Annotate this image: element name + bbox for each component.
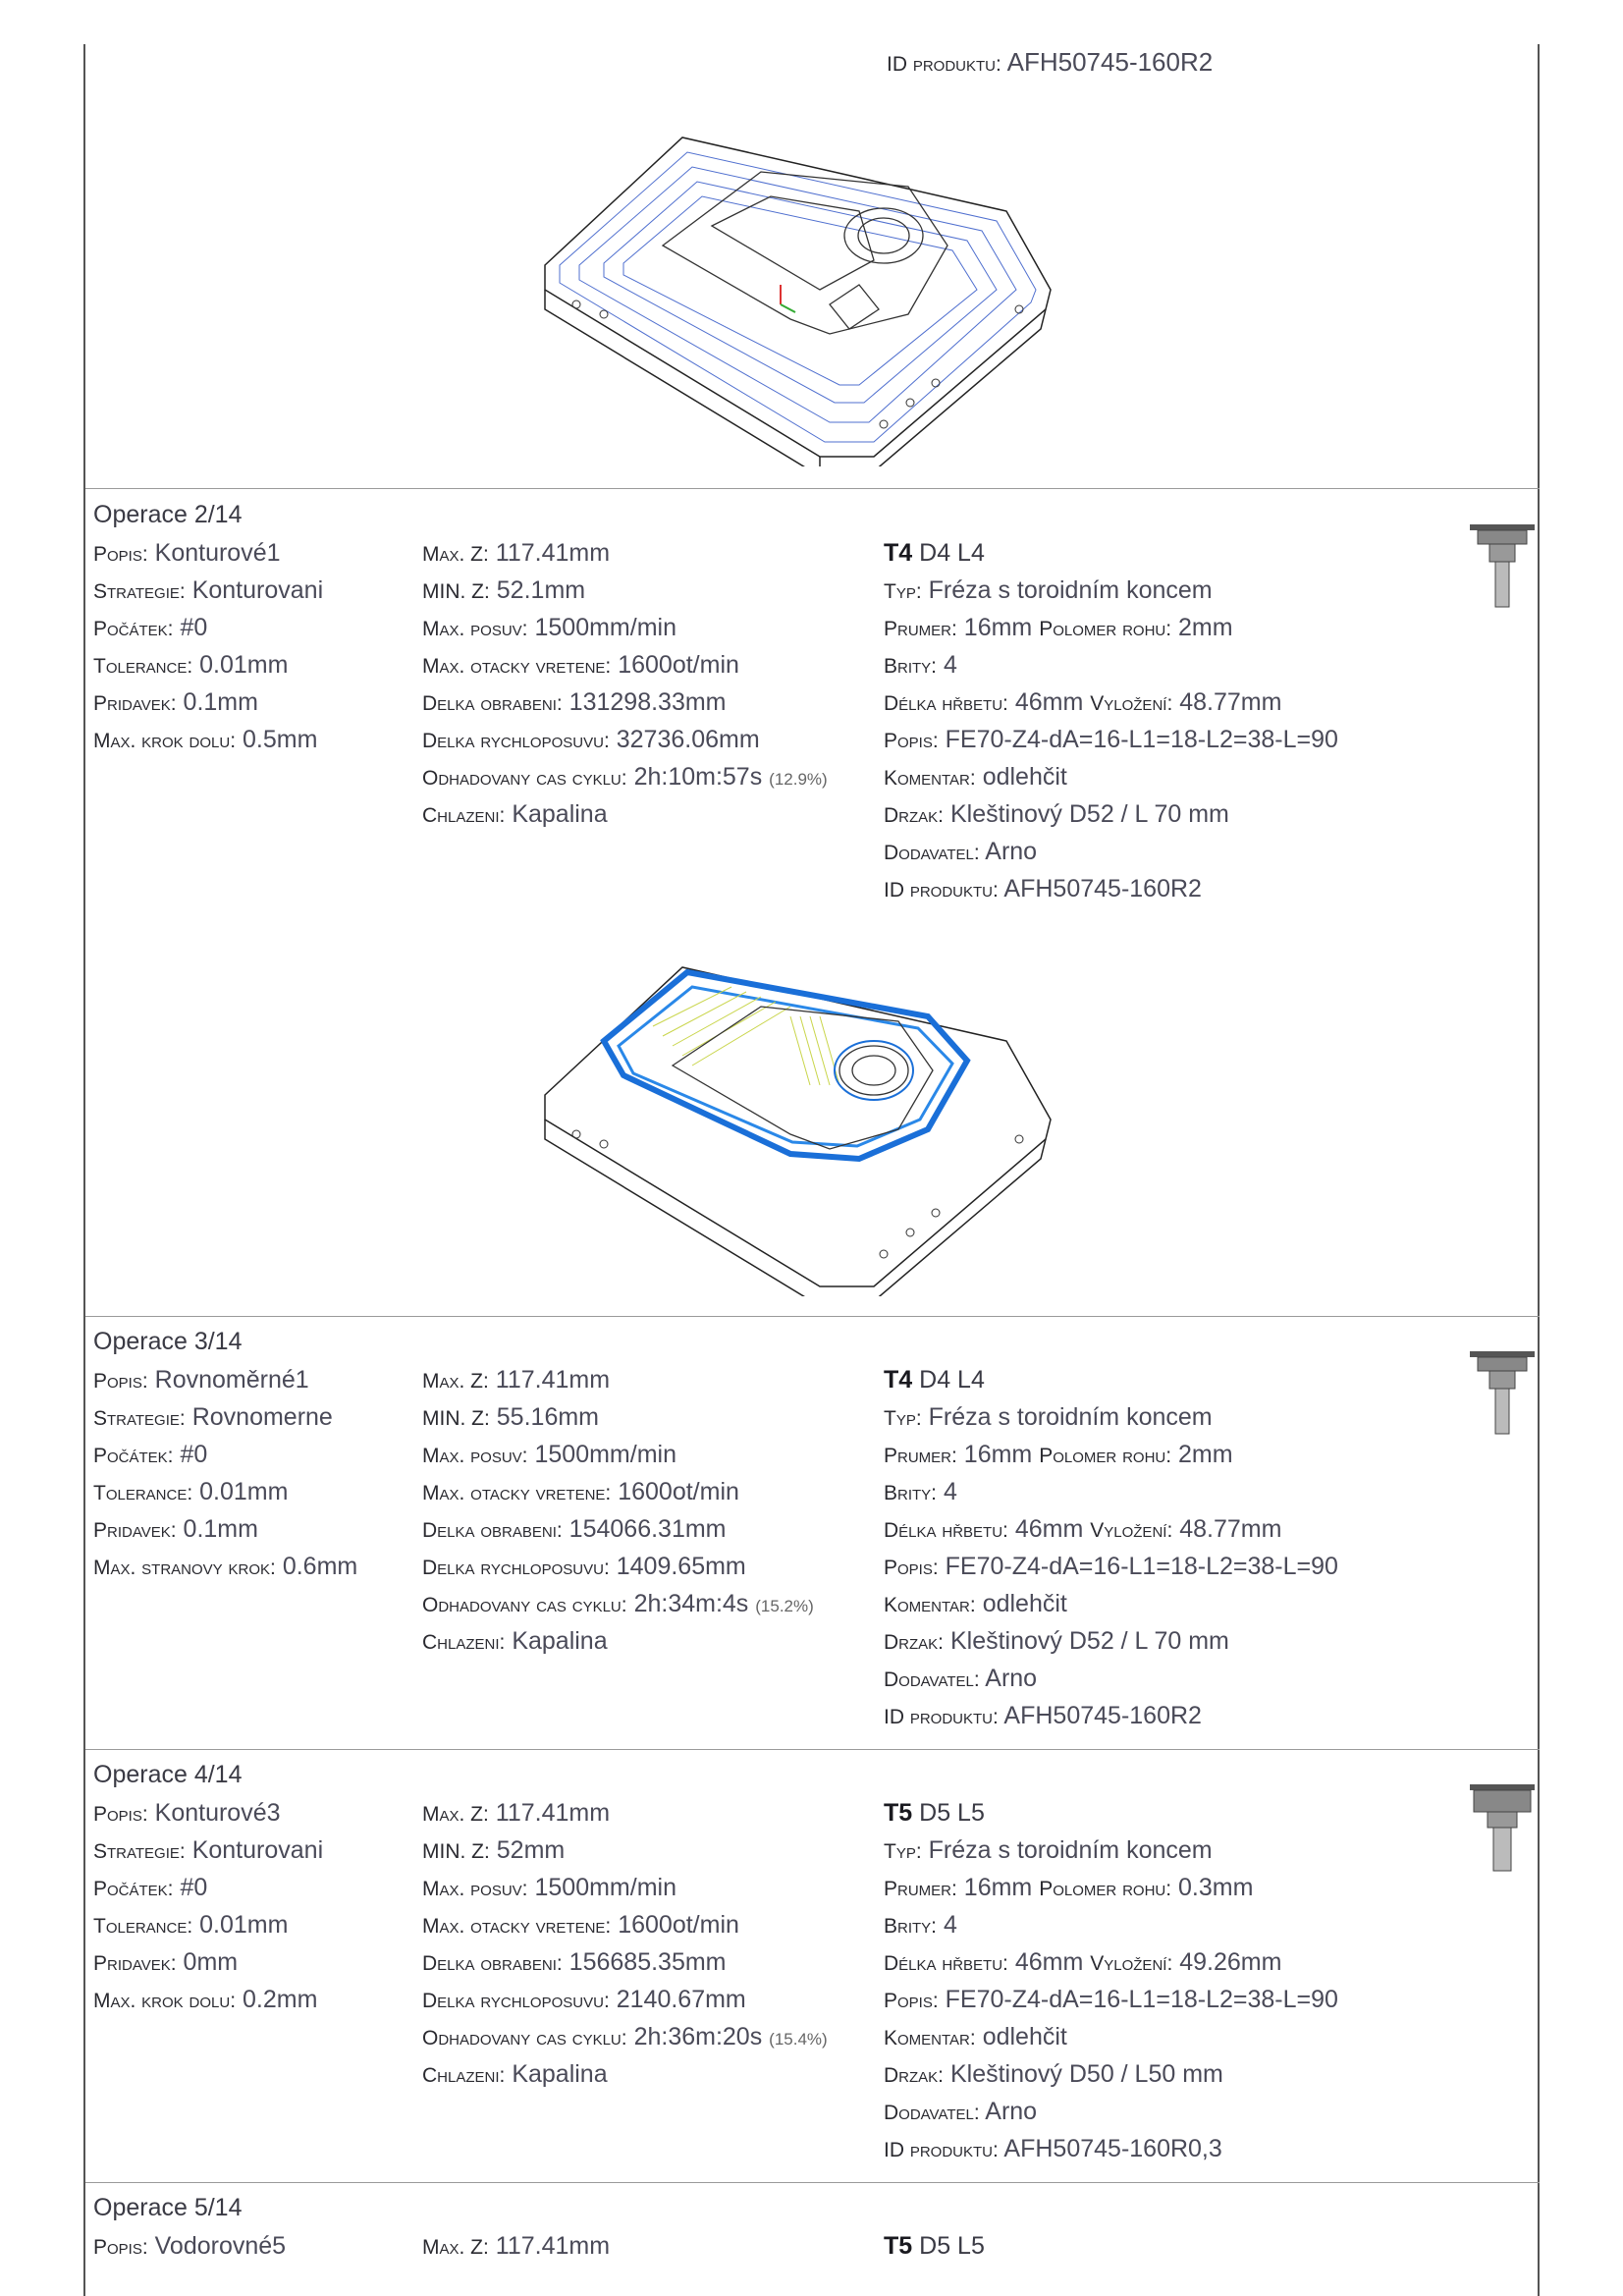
- pridavek-row: Pridavek: 0.1mm: [93, 688, 258, 716]
- hrbet-row: Délka hřbetu: 46mm Vyložení: 48.77mm: [884, 1515, 1282, 1543]
- delka-rychloposuvu-row: Delka rychloposuvu: 2140.67mm: [422, 1986, 746, 2013]
- popis-row: Popis: Vodorovné5: [93, 2232, 287, 2260]
- tolerance-row: Tolerance: 0.01mm: [93, 1911, 289, 1939]
- toolpath-render-2: [535, 948, 1085, 1296]
- header-product-id: [887, 47, 1213, 78]
- komentar-row: Komentar: odlehčit: [884, 1590, 1067, 1617]
- brity-row: Brity: 4: [884, 1911, 957, 1939]
- params-col-2: [422, 1794, 828, 2093]
- delka-obrabeni-row: Delka obrabeni: 131298.33mm: [422, 688, 727, 716]
- cas-row: Odhadovany cas cyklu: 2h:36m:20s (15.4%): [422, 2023, 828, 2050]
- strategie-row: Strategie: Rovnomerne: [93, 1403, 333, 1431]
- hrbet-row: Délka hřbetu: 46mm Vyložení: 49.26mm: [884, 1948, 1282, 1976]
- chlazeni-row: Chlazeni: Kapalina: [422, 1627, 608, 1655]
- max-z-row: Max. Z: 117.41mm: [422, 539, 611, 567]
- params-col-2: [422, 2227, 610, 2265]
- max-otacky-row: Max. otacky vretene: 1600ot/min: [422, 651, 739, 679]
- left-border: [83, 44, 85, 2296]
- drzak-row: Drzak: Kleštinový D52 / L 70 mm: [884, 1627, 1229, 1655]
- tool-holder-icon: [1468, 1338, 1537, 1446]
- id-produktu-row: ID produktu: AFH50745-160R2: [884, 875, 1202, 902]
- min-z-row: MIN. Z: 52mm: [422, 1836, 566, 1864]
- params-col-1: [93, 534, 323, 758]
- delka-obrabeni-row: Delka obrabeni: 156685.35mm: [422, 1948, 727, 1976]
- tolerance-row: Tolerance: 0.01mm: [93, 651, 289, 679]
- popis-tool-row: Popis: FE70-Z4-dA=16-L1=18-L2=38-L=90: [884, 1986, 1338, 2013]
- min-z-row: MIN. Z: 52.1mm: [422, 576, 586, 604]
- max-otacky-row: Max. otacky vretene: 1600ot/min: [422, 1911, 739, 1939]
- max-posuv-row: Max. posuv: 1500mm/min: [422, 1441, 676, 1468]
- pocatek-row: Počátek: #0: [93, 1441, 208, 1468]
- drzak-row: Drzak: Kleštinový D50 / L50 mm: [884, 2060, 1223, 2088]
- drzak-row: Drzak: Kleštinový D52 / L 70 mm: [884, 800, 1229, 828]
- tool-header: T4 D4 L4: [884, 1366, 985, 1394]
- header-id-label: ID produktu:: [887, 53, 1001, 76]
- operation-title: Operace 5/14: [93, 2194, 243, 2221]
- komentar-row: Komentar: odlehčit: [884, 2023, 1067, 2050]
- right-border: [1538, 44, 1540, 2296]
- max-z-row: Max. Z: 117.41mm: [422, 1366, 611, 1394]
- typ-row: Typ: Fréza s toroidním koncem: [884, 1403, 1213, 1431]
- delka-obrabeni-row: Delka obrabeni: 154066.31mm: [422, 1515, 727, 1543]
- divider-4: [85, 2182, 1540, 2183]
- prumer-row: Prumer: 16mm Polomer rohu: 0.3mm: [884, 1874, 1254, 1901]
- min-z-row: MIN. Z: 55.16mm: [422, 1403, 599, 1431]
- tool-col: [884, 1361, 1338, 1734]
- dodavatel-row: Dodavatel: Arno: [884, 1665, 1038, 1692]
- popis-row: Popis: Konturové3: [93, 1799, 281, 1827]
- max-posuv-row: Max. posuv: 1500mm/min: [422, 614, 676, 641]
- id-produktu-row: ID produktu: AFH50745-160R2: [884, 1702, 1202, 1729]
- cas-row: Odhadovany cas cyklu: 2h:34m:4s (15.2%): [422, 1590, 814, 1617]
- tool-header: T4 D4 L4: [884, 539, 985, 567]
- params-col-1: [93, 1361, 357, 1585]
- max-z-row: Max. Z: 117.41mm: [422, 2232, 611, 2260]
- divider-2: [85, 1316, 1540, 1317]
- strategie-row: Strategie: Konturovani: [93, 1836, 324, 1864]
- divider-3: [85, 1749, 1540, 1750]
- cas-row: Odhadovany cas cyklu: 2h:10m:57s (12.9%): [422, 763, 828, 791]
- header-id-value: AFH50745-160R2: [1006, 47, 1214, 77]
- komentar-row: Komentar: odlehčit: [884, 763, 1067, 791]
- tool-header: T5 D5 L5: [884, 2232, 985, 2260]
- params-col-1: [93, 1794, 323, 2018]
- dodavatel-row: Dodavatel: Arno: [884, 2098, 1038, 2125]
- typ-row: Typ: Fréza s toroidním koncem: [884, 1836, 1213, 1864]
- dodavatel-row: Dodavatel: Arno: [884, 838, 1038, 865]
- pocatek-row: Počátek: #0: [93, 614, 208, 641]
- prumer-row: Prumer: 16mm Polomer rohu: 2mm: [884, 614, 1233, 641]
- tolerance-row: Tolerance: 0.01mm: [93, 1478, 289, 1505]
- krok-row: Max. krok dolu: 0.5mm: [93, 726, 318, 753]
- popis-row: Popis: Konturové1: [93, 539, 281, 567]
- params-col-1: [93, 2227, 286, 2265]
- delka-rychloposuvu-row: Delka rychloposuvu: 1409.65mm: [422, 1553, 746, 1580]
- krok-row: Max. stranovy krok: 0.6mm: [93, 1553, 358, 1580]
- prumer-row: Prumer: 16mm Polomer rohu: 2mm: [884, 1441, 1233, 1468]
- popis-tool-row: Popis: FE70-Z4-dA=16-L1=18-L2=38-L=90: [884, 726, 1338, 753]
- tool-holder-icon: [1468, 1771, 1537, 1879]
- strategie-row: Strategie: Konturovani: [93, 576, 324, 604]
- params-col-2: [422, 1361, 814, 1660]
- chlazeni-row: Chlazeni: Kapalina: [422, 800, 608, 828]
- id-produktu-row: ID produktu: AFH50745-160R0,3: [884, 2135, 1222, 2162]
- hrbet-row: Délka hřbetu: 46mm Vyložení: 48.77mm: [884, 688, 1282, 716]
- pridavek-row: Pridavek: 0mm: [93, 1948, 239, 1976]
- operation-title: Operace 2/14: [93, 501, 243, 528]
- popis-tool-row: Popis: FE70-Z4-dA=16-L1=18-L2=38-L=90: [884, 1553, 1338, 1580]
- divider-1: [85, 488, 1540, 489]
- pridavek-row: Pridavek: 0.1mm: [93, 1515, 258, 1543]
- tool-header: T5 D5 L5: [884, 1799, 985, 1827]
- delka-rychloposuvu-row: Delka rychloposuvu: 32736.06mm: [422, 726, 760, 753]
- toolpath-render-1: [535, 118, 1085, 466]
- chlazeni-row: Chlazeni: Kapalina: [422, 2060, 608, 2088]
- brity-row: Brity: 4: [884, 651, 957, 679]
- max-otacky-row: Max. otacky vretene: 1600ot/min: [422, 1478, 739, 1505]
- operation-title: Operace 3/14: [93, 1328, 243, 1355]
- tool-col: [884, 1794, 1338, 2167]
- max-z-row: Max. Z: 117.41mm: [422, 1799, 611, 1827]
- brity-row: Brity: 4: [884, 1478, 957, 1505]
- popis-row: Popis: Rovnoměrné1: [93, 1366, 309, 1394]
- params-col-2: [422, 534, 828, 833]
- pocatek-row: Počátek: #0: [93, 1874, 208, 1901]
- tool-col: [884, 2227, 985, 2265]
- tool-holder-icon: [1468, 511, 1537, 619]
- tool-col: [884, 534, 1338, 907]
- krok-row: Max. krok dolu: 0.2mm: [93, 1986, 318, 2013]
- typ-row: Typ: Fréza s toroidním koncem: [884, 576, 1213, 604]
- max-posuv-row: Max. posuv: 1500mm/min: [422, 1874, 676, 1901]
- operation-title: Operace 4/14: [93, 1761, 243, 1788]
